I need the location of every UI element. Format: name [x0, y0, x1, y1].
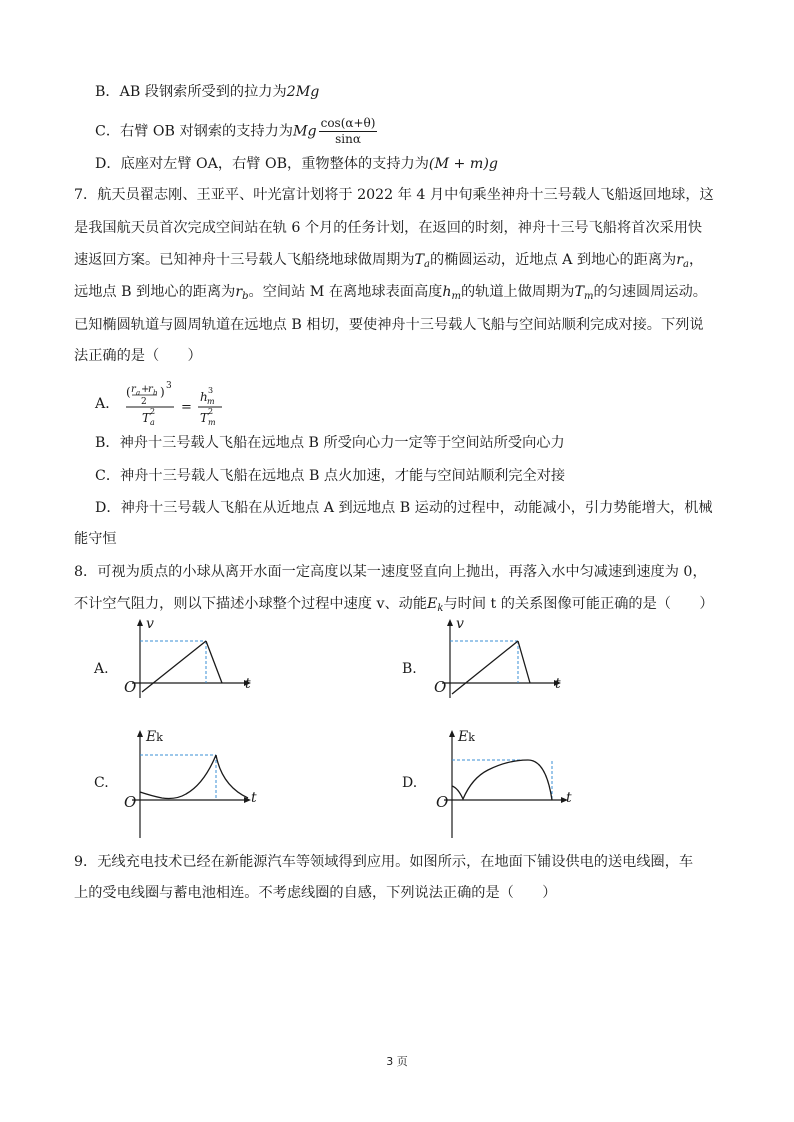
q7-line-3-end: ， [689, 252, 704, 268]
q8-graph-b-label: B. [402, 661, 417, 677]
q8-graph-c-axis-t: t [251, 790, 257, 806]
q7-Tm: T [574, 284, 584, 300]
svg-text:b: b [152, 389, 158, 397]
svg-text:3: 3 [165, 381, 172, 391]
q8-graph-c-axis-e-letter: E [146, 729, 157, 745]
q8-graph-a-axis-t: t [245, 676, 251, 692]
q8-graph-a-axis-v: v [146, 616, 154, 632]
q7-line-6: 法正确的是（ ） [74, 348, 202, 364]
q8-graph-d [430, 728, 575, 840]
q7-hm: h [442, 284, 452, 300]
svg-text:r: r [147, 384, 153, 395]
q7-rb: r [235, 284, 243, 300]
q6-option-d-math: (M + m)g [428, 156, 498, 172]
q8-graph-a [118, 618, 258, 700]
q8-graph-d-origin: O [436, 793, 449, 811]
svg-text:a: a [149, 418, 155, 427]
q9-line-2: 上的受电线圈与蓄电池相连。不考虑线圈的自感，下列说法正确的是（ ） [74, 885, 557, 901]
q8-graph-b-origin: O [434, 678, 447, 696]
svg-text:m: m [207, 418, 216, 427]
q8-graph-d-axis-e-sub: k [468, 731, 475, 744]
q7-line-4-d: 的匀速圆周运动。 [593, 284, 707, 300]
svg-text:=: = [180, 400, 192, 415]
svg-text:m: m [206, 397, 215, 406]
q8-graph-c-origin: O [124, 793, 137, 811]
q7-option-b: B．神舟十三号载人飞船在远地点 B 所受向心力一定等于空间站所受向心力 [95, 435, 565, 451]
q7-option-d-2: 能守恒 [74, 531, 117, 547]
q6-option-b-text: B．AB 段钢索所受到的拉力为 [95, 84, 287, 100]
q6-option-b [95, 82, 319, 102]
q7-Ta: T [414, 252, 424, 268]
q8-graph-c-axis-e-sub: k [156, 731, 163, 744]
q7-option-a [95, 380, 234, 428]
q7-line-3 [74, 250, 703, 275]
q7-option-a-formula [124, 380, 234, 428]
q7-rb-sub: b [242, 291, 249, 302]
q8-graph-c-label: C. [94, 775, 109, 791]
q8-Ek-sub: k [437, 603, 444, 614]
q7-line-4 [74, 282, 707, 307]
q6-option-d-text: D．底座对左臂 OA，右臂 OB，重物整体的支持力为 [95, 156, 429, 172]
q8-line-2 [74, 594, 714, 619]
q6-option-c-denominator: sinα [335, 132, 361, 146]
q7-line-4-b: 。空间站 M 在离地球表面高度 [248, 284, 443, 300]
q8-graph-d-axis-t: t [566, 790, 572, 806]
q8-graph-a-label: A. [94, 661, 109, 677]
svg-text:T: T [141, 411, 150, 425]
q8-graph-d-axis-e-letter: E [458, 729, 469, 745]
q6-option-c [95, 116, 379, 147]
q7-Tm-sub: m [583, 291, 594, 302]
q7-ra-sub: a [683, 259, 689, 270]
q7-line-4-c: 的轨道上做周期为 [460, 284, 575, 300]
q7-option-d-1: D．神舟十三号载人飞船在从近地点 A 到远地点 B 运动的过程中，动能减小，引力势能增大，机械 [95, 500, 713, 516]
svg-text:2: 2 [207, 407, 214, 416]
q7-line-4-a: 远地点 B 到地心的距离为 [74, 284, 236, 300]
svg-text:h: h [199, 390, 208, 404]
q8-graph-b [428, 618, 568, 700]
q7-line-5: 已知椭圆轨道与圆周轨道在远地点 B 相切，要使神舟十三号载人飞船与空间站顺利完成对接。下列说 [74, 317, 704, 333]
q8-graph-d-label: D. [402, 775, 418, 791]
svg-text:2: 2 [149, 407, 156, 416]
page-number: 3 页 [386, 1055, 408, 1068]
q8-line-2-a: 不计空气阻力，则以下描述小球整个过程中速度 v、动能 [74, 596, 428, 612]
q6-option-c-fraction [319, 116, 378, 147]
q8-line-1: 8．可视为质点的小球从离开水面一定高度以某一速度竖直向上抛出，再落入水中匀减速到速度为 0， [74, 564, 707, 580]
q8-graph-b-axis-t: t [555, 676, 561, 692]
q8-graph-d-axis-e [458, 729, 475, 745]
q7-line-1: 7．航天员翟志刚、王亚平、叶光富计划将于 2022 年 4 月中旬乘坐神舟十三号载人飞船返回地球，这 [74, 187, 714, 203]
svg-text:r: r [130, 384, 136, 395]
q6-option-c-text: C．右臂 OB 对钢索的支持力为 [95, 123, 293, 140]
q6-option-b-math: 2Mg [286, 84, 320, 100]
q6-option-d [95, 154, 498, 174]
q8-graph-c-axis-e [146, 729, 163, 745]
svg-text:2: 2 [140, 397, 147, 407]
q8-Ek: E [427, 596, 438, 612]
q7-ra: r [676, 252, 684, 268]
q6-option-c-numerator: cos(α+θ) [320, 116, 376, 130]
q9-line-1: 9．无线充电技术已经在新能源汽车等领域得到应用。如图所示，在地面下铺设供电的送电线圈，车 [74, 854, 694, 870]
q8-graph-b-axis-v: v [456, 616, 464, 632]
q8-graph-c [118, 728, 258, 840]
q6-option-c-mg: Mg [293, 123, 317, 140]
svg-text:T: T [199, 411, 208, 425]
q8-line-2-b: 与时间 t 的关系图像可能正确的是（ ） [443, 596, 714, 612]
svg-text:+: + [140, 384, 150, 395]
svg-text:3: 3 [207, 386, 214, 395]
q7-Ta-sub: a [423, 259, 430, 270]
q7-option-a-label: A． [95, 396, 120, 412]
q7-line-2: 是我国航天员首次完成空间站在轨 6 个月的任务计划，在返回的时刻，神舟十三号飞船将首次采用快 [74, 220, 703, 236]
q7-option-c: C．神舟十三号载人飞船在远地点 B 点火加速，才能与空间站顺利完全对接 [95, 468, 566, 484]
q7-line-3-b: 的椭圆运动，近地点 A 到地心的距离为 [429, 252, 677, 268]
q7-hm-sub: m [451, 291, 461, 302]
svg-text:(: ( [125, 385, 131, 399]
svg-text:): ) [159, 385, 165, 399]
q8-graph-a-origin: O [124, 678, 137, 696]
q7-line-3-a: 速返回方案。已知神舟十三号载人飞船绕地球做周期为 [74, 252, 415, 268]
svg-text:a: a [135, 389, 141, 397]
